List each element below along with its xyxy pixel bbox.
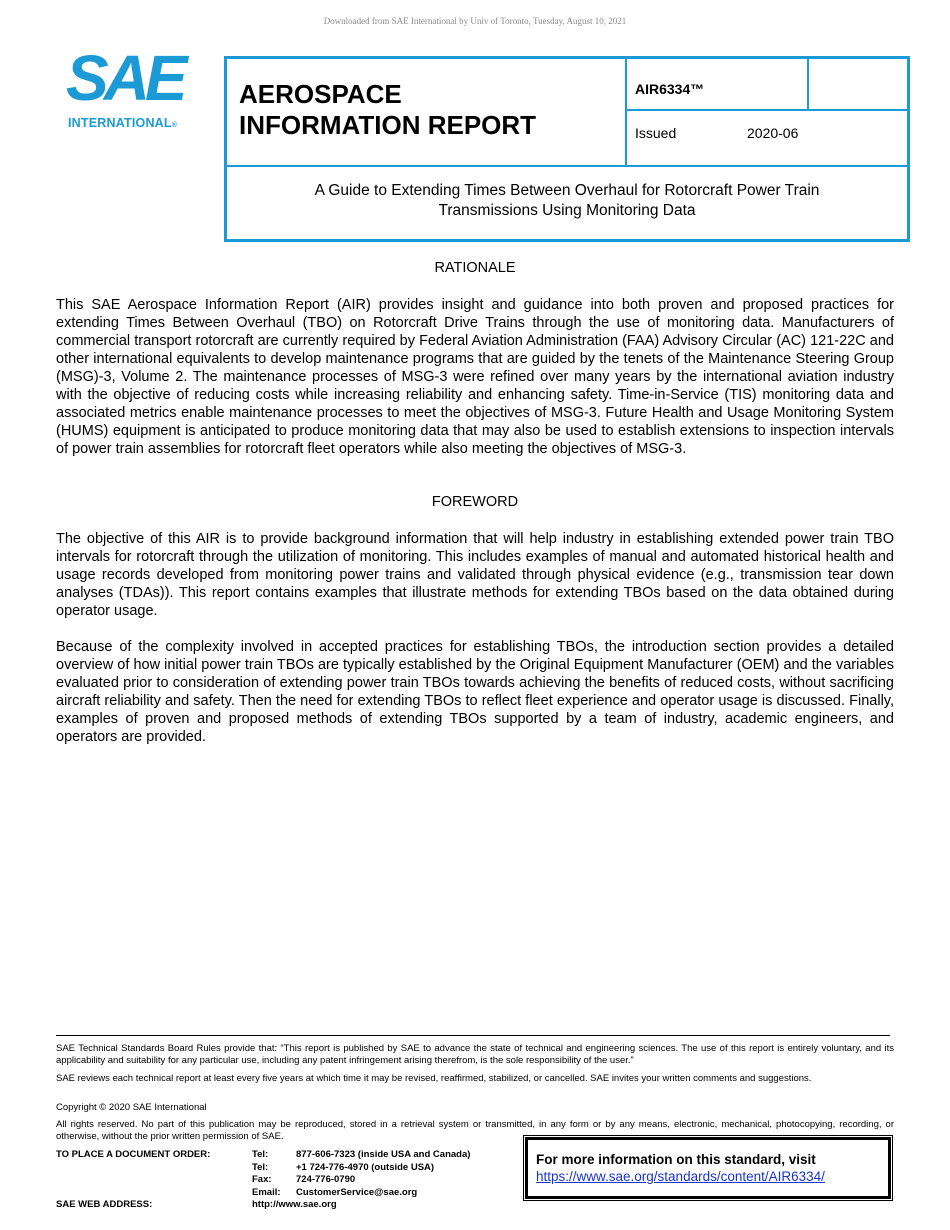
web-link[interactable]: http://www.sae.org xyxy=(252,1199,337,1210)
issued-label: Issued xyxy=(635,125,677,141)
review-text: SAE reviews each technical report at least every five years at which time it may be revised, reaffirmed, stabilized, or cancelled. SAE invites your written comments and suggestions. xyxy=(56,1073,812,1084)
phone-inside-usa[interactable]: 877-606-7323 (inside USA and Canada) xyxy=(296,1149,471,1160)
document-title-line2: Transmissions Using Monitoring Data xyxy=(438,202,696,219)
phone-outside-usa[interactable]: +1 724-776-4970 (outside USA) xyxy=(296,1161,435,1173)
report-type xyxy=(227,59,627,165)
logo-name: INTERNATIONAL® xyxy=(68,116,178,130)
standard-link[interactable]: https://www.sae.org/standards/content/AIR6334/ xyxy=(536,1169,825,1184)
foreword-paragraph-2: Because of the complexity involved in accepted practices for establishing TBOs, the introduction section provides a detailed overview of how initial power train TBOs are typically established by the Original Equipment Manufacturer (OEM) and the variables evaluated prior to consideration of extending power train TBOs towards achieving the benefits of reduced costs, without sacrificing aircraft reliability and safety. Then the need for extending TBOs to reflect fleet experience and operator usage is discussed. Finally, examples of proven and proposed methods of extending TBOs supported by a team of industry, academic engineers, and operators are provided. xyxy=(56,639,894,745)
email-link[interactable]: CustomerService@sae.org xyxy=(296,1186,418,1198)
issued-row xyxy=(625,109,907,165)
more-info-box xyxy=(525,1137,891,1199)
rationale-text: This SAE Aerospace Information Report (AIR) provides insight and guidance into both proven and proposed practices for extending Times Between Overhaul (TBO) on Rotorcraft Drive Trains through the use of monitoring data. Manufacturers of commercial transport rotorcraft are currently required by Federal Aviation Administration (FAA) Advisory Circular (AC) 121-22C and other international equivalents to develop maintenance programs that are guided by the tenets of the Maintenance Steering Group (MSG)-3, Volume 2. The maintenance processes of MSG-3 were refined over many years by the international aviation industry with the objective of reducing costs while increasing reliability and enhancing safety. Time-in-Service (TIS) monitoring data and associated metrics enable maintenance processes to meet the objectives of MSG-3. Future Health and Usage Monitoring System (HUMS) equipment is anticipated to produce monitoring data that may also be used to establish extensions to inspection intervals of power train assemblies for rotorcraft fleet operators while also meeting the objectives of MSG-3. xyxy=(56,297,894,457)
tel-line-2: Tel: +1 724-776-4970 (outside USA) xyxy=(252,1161,435,1173)
rationale-heading: RATIONALE xyxy=(434,260,516,276)
logo-mark: SAE xyxy=(66,42,183,114)
report-header xyxy=(224,56,910,242)
registered-mark: ® xyxy=(171,122,178,129)
sae-logo xyxy=(62,42,194,134)
document-title-line1: A Guide to Extending Times Between Overhaul for Rotorcraft Power Train xyxy=(314,182,820,199)
fax-number: 724-776-0790 xyxy=(296,1174,356,1185)
email-line: Email: CustomerService@sae.org xyxy=(252,1186,418,1198)
report-type-line2: INFORMATION REPORT xyxy=(239,110,537,140)
more-info-title: For more information on this standard, visit xyxy=(536,1152,816,1167)
order-contacts xyxy=(252,1149,470,1212)
doc-number-cell xyxy=(625,59,809,109)
report-type-line1: AEROSPACE xyxy=(239,79,402,109)
fax-line: Fax: 724-776-0790 xyxy=(252,1174,356,1185)
issued-date: 2020-06 xyxy=(747,125,799,141)
board-rules-text: SAE Technical Standards Board Rules provide that: “This report is published by SAE to advance the state of technical and engineering sciences. The use of this report is entirely voluntary, and its applicability and suitability for any particular use, including any patent infringement arising therefrom, is the sole responsibility of the user.” xyxy=(56,1043,894,1066)
document-title xyxy=(227,181,907,221)
tel-line-1: Tel: 877-606-7323 (inside USA and Canada) xyxy=(252,1149,471,1160)
web-address-label: SAE WEB ADDRESS: xyxy=(56,1199,153,1210)
web-line xyxy=(252,1199,470,1212)
doc-number-row xyxy=(625,59,907,111)
foreword-paragraph-1: The objective of this AIR is to provide background information that will help industry in establishing extended power train TBO intervals for rotorcraft through the utilization of monitoring. This includes examples of manual and automated historical health and usage records developed from monitoring power trains and validated through physical evidence (e.g., transmission tear down analyses (TDAs)). This report contains examples that illustrate methods for extending TBOs based on the data obtained during operator usage. xyxy=(56,531,894,619)
rights-text: All rights reserved. No part of this publication may be reproduced, stored in a retrieval system or transmitted, in any form or by any means, electronic, mechanical, photocopying, recording, or otherwise, without the prior written permission of SAE. xyxy=(56,1119,894,1142)
foreword-heading: FOREWORD xyxy=(431,494,519,510)
doc-number: AIR6334™ xyxy=(635,81,705,97)
footer-rule xyxy=(56,1035,890,1036)
order-label: TO PLACE A DOCUMENT ORDER: xyxy=(56,1149,211,1160)
download-note: Downloaded from SAE International by Univ of Toronto, Tuesday, August 10, 2021 xyxy=(323,16,627,26)
header-divider xyxy=(227,165,907,167)
copyright-text: Copyright © 2020 SAE International xyxy=(56,1102,207,1113)
